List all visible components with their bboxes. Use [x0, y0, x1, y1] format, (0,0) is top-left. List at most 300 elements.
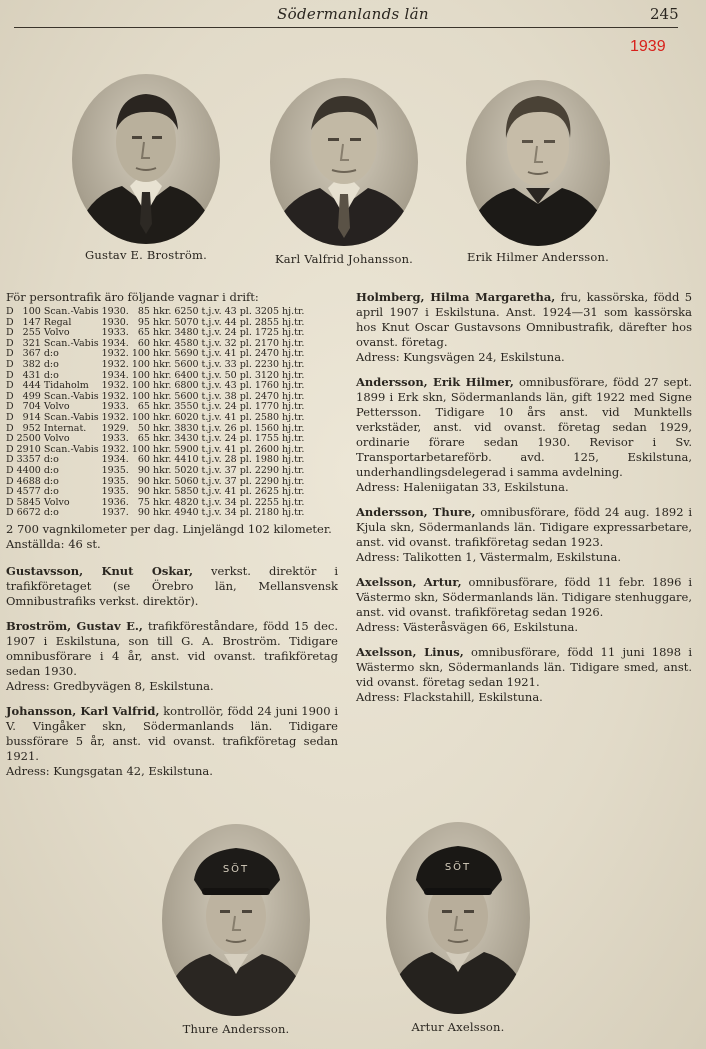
entry-name: Holmberg, Hilma Margaretha,: [356, 290, 556, 304]
vehicle-cell: Volvo: [43, 401, 70, 413]
vehicle-cell: hj.tr.: [282, 496, 305, 508]
vehicle-cell: 65: [137, 327, 150, 339]
entry-address: Adress: Gredbyvägen 8, Eskilstuna.: [6, 678, 214, 693]
entry-address: Adress: Västeråsvägen 66, Eskilstuna.: [356, 620, 578, 634]
entry-address: Adress: Kungsgatan 42, Eskilstuna.: [6, 763, 213, 778]
vehicle-row: [6, 307, 307, 318]
portrait-caption: Gustav E. Broström.: [84, 248, 207, 262]
vehicle-cell: 5600: [174, 390, 199, 402]
entry-holmberg: [356, 290, 692, 365]
vehicle-cell: 2230: [254, 358, 280, 370]
vehicle-cell: pl.: [239, 380, 252, 392]
vehicle-cell: hj.tr.: [282, 401, 305, 413]
vehicle-row: [6, 508, 307, 519]
vehicle-cell: 33: [224, 358, 237, 370]
vehicle-cell: 100: [131, 443, 150, 455]
vehicle-cell: 100: [131, 358, 150, 370]
vehicle-cell: pl.: [239, 337, 252, 349]
vehicle-cell: d:o: [43, 369, 59, 381]
vehicle-cell: 90: [137, 507, 150, 519]
vehicle-cell: hj.tr.: [282, 464, 305, 476]
vehicle-cell: 2180: [254, 507, 280, 519]
vehicle-cell: hkr.: [152, 358, 172, 370]
vehicle-cell: hkr.: [152, 401, 172, 413]
right-column: [356, 290, 692, 715]
portrait-caption: Thure Andersson.: [182, 1022, 290, 1036]
vehicle-cell: 1933.: [101, 433, 129, 445]
entry-name: Andersson, Erik Hilmer,: [356, 375, 514, 389]
vehicle-cell: Tidaholm: [43, 380, 89, 392]
vehicle-cell: 1980: [254, 454, 280, 466]
vehicle-cell: Volvo: [43, 433, 70, 445]
vehicle-cell: 32: [224, 337, 237, 349]
vehicle-cell: 4400: [16, 464, 41, 476]
vehicle-cell: 85: [137, 306, 150, 317]
vehicle-cell: pl.: [239, 464, 252, 476]
vehicle-cell: 4688: [16, 475, 41, 487]
vehicle-cell: D: [6, 422, 14, 434]
vehicle-cell: Scan.-Vabis: [43, 390, 99, 402]
vehicle-cell: hj.tr.: [282, 337, 305, 349]
vehicle-cell: hj.tr.: [282, 369, 305, 381]
vehicle-cell: 1929.: [101, 422, 129, 434]
vehicle-cell: hkr.: [152, 369, 172, 381]
vehicle-cell: 65: [137, 433, 150, 445]
vehicle-cell: D: [6, 380, 14, 392]
vehicle-cell: Internat.: [43, 422, 87, 434]
vehicle-cell: 1932.: [101, 443, 129, 455]
vehicle-cell: 50: [137, 422, 150, 434]
vehicle-cell: d:o: [43, 358, 59, 370]
vehicle-cell: t.j.v.: [201, 496, 222, 508]
entry-johansson: [6, 704, 338, 779]
vehicle-cell: 43: [224, 380, 237, 392]
vehicle-cell: 100: [131, 390, 150, 402]
portrait-photo: [162, 824, 310, 1016]
vehicle-cell: 90: [137, 486, 150, 498]
entry-text: omnibusförare, född 24 aug. 1892 i Kjula skn, Södermanlands län. Tidigare expressarbetare, anst. vid ovanst. trafikföretag sedan 1923.: [356, 505, 692, 549]
vehicle-cell: D: [6, 411, 14, 423]
entry-text: verkst. direktör i trafikföretaget (se Örebro län, Mellansvensk Omnibustrafiks verkst. direktör).: [6, 563, 339, 608]
vehicle-cell: 34: [224, 507, 237, 519]
vehicle-cell: hj.tr.: [282, 433, 305, 445]
vehicle-row: [6, 413, 307, 424]
vehicle-cell: 41: [224, 348, 237, 360]
vehicle-cell: 1932.: [101, 348, 129, 360]
vehicle-cell: t.j.v.: [201, 486, 222, 498]
vehicle-cell: hj.tr.: [282, 422, 305, 434]
vehicle-cell: 60: [137, 337, 150, 349]
entry-gustavsson: [6, 564, 338, 609]
vehicle-cell: 255: [22, 327, 41, 339]
vehicle-cell: Scan.-Vabis: [43, 337, 99, 349]
vehicle-cell: pl.: [239, 443, 252, 455]
vehicle-cell: t.j.v.: [201, 443, 222, 455]
vehicle-cell: hj.tr.: [282, 475, 305, 487]
vehicle-cell: 1935.: [101, 475, 129, 487]
vehicle-cell: 6250: [174, 306, 199, 317]
vehicle-cell: hkr.: [152, 380, 172, 392]
vehicle-cell: hkr.: [152, 475, 172, 487]
vehicle-cell: 6800: [174, 380, 199, 392]
vehicle-cell: t.j.v.: [201, 380, 222, 392]
entry-name: Johansson, Karl Valfrid,: [6, 703, 160, 718]
entry-text: omnibusförare, född 27 sept. 1899 i Erk skn, Södermanlands län, gift 1922 med Signe Pettersson. Tidigare 10 års anst. vid Munktells verkstäder, anst. vid ovanst. företag sedan 1929, ordinarie förare sedan 1930. Revisor i Sv. Transportarbetareförb. avd. 125, Eskilstuna, underhandlingsdelegerad i samma avdelning.: [356, 375, 692, 479]
vehicle-cell: pl.: [239, 496, 252, 508]
vehicle-cell: 321: [22, 337, 41, 349]
portrait-erik-hilmer-andersson: [466, 80, 610, 264]
entry-erik-andersson: [356, 375, 692, 495]
vehicle-cell: 100: [22, 306, 41, 317]
vehicle-cell: D: [6, 369, 14, 381]
vehicle-cell: hkr.: [152, 337, 172, 349]
vehicle-cell: 3830: [174, 422, 199, 434]
vehicle-cell: 2855: [254, 316, 280, 328]
vehicle-cell: 2500: [16, 433, 41, 445]
vehicle-cell: 5845: [16, 496, 41, 508]
vehicle-cell: 1934.: [101, 454, 129, 466]
vehicle-cell: 2290: [254, 475, 280, 487]
vehicle-cell: pl.: [239, 306, 252, 317]
entry-text: trafikföreståndare, född 15 dec. 1907 i Eskilstuna, son till G. A. Broström. Tidigare omnibusförare i 4 år, anst. vid ovanst. trafikföretag sedan 1930.: [6, 618, 339, 678]
vehicle-cell: d:o: [43, 507, 59, 519]
vehicle-cell: 6672: [16, 507, 41, 519]
vehicle-cell: 3480: [174, 327, 199, 339]
vehicle-cell: 75: [137, 496, 150, 508]
vehicle-cell: D: [6, 464, 14, 476]
vehicle-cell: 2470: [254, 390, 280, 402]
vehicle-cell: 4580: [174, 337, 199, 349]
vehicle-cell: t.j.v.: [201, 422, 222, 434]
vehicle-cell: pl.: [239, 422, 252, 434]
vehicle-cell: t.j.v.: [201, 327, 222, 339]
vehicle-cell: d:o: [43, 348, 59, 360]
vehicle-cell: t.j.v.: [201, 411, 222, 423]
vehicle-cell: 1932.: [101, 380, 129, 392]
vehicle-cell: 100: [131, 348, 150, 360]
vehicle-cell: 2170: [254, 337, 280, 349]
portrait-thure-andersson: [162, 824, 310, 1036]
vehicle-cell: 37: [224, 475, 237, 487]
vehicle-cell: D: [6, 475, 14, 487]
entry-name: Gustavsson, Knut Oskar,: [6, 563, 193, 578]
vehicle-cell: 65: [137, 401, 150, 413]
vehicle-cell: pl.: [239, 475, 252, 487]
vehicle-cell: D: [6, 507, 14, 519]
vehicle-cell: pl.: [239, 316, 252, 328]
vehicle-cell: t.j.v.: [201, 464, 222, 476]
entry-name: Axelsson, Artur,: [356, 575, 462, 589]
vehicle-cell: 914: [22, 411, 41, 423]
vehicle-cell: 41: [224, 443, 237, 455]
vehicle-cell: 1932.: [101, 390, 129, 402]
vehicle-cell: D: [6, 496, 14, 508]
vehicle-cell: hkr.: [152, 443, 172, 455]
vehicle-cell: 1755: [254, 433, 280, 445]
vehicle-cell: pl.: [239, 348, 252, 360]
vehicle-cell: D: [6, 401, 14, 413]
vehicle-cell: 4820: [174, 496, 199, 508]
page-number: 245: [650, 5, 679, 23]
vehicle-cell: hkr.: [152, 316, 172, 328]
vehicle-cell: 367: [22, 348, 41, 360]
vehicle-cell: hj.tr.: [282, 306, 305, 317]
vehicle-cell: 4410: [174, 454, 199, 466]
vehicle-cell: pl.: [239, 433, 252, 445]
left-column: [6, 290, 338, 789]
vehicle-cell: 100: [131, 411, 150, 423]
vehicle-cell: pl.: [239, 390, 252, 402]
entry-address: Adress: Talikotten 1, Västermalm, Eskilstuna.: [356, 550, 621, 564]
vehicle-cell: 4940: [174, 507, 199, 519]
vehicle-cell: d:o: [43, 475, 59, 487]
vehicle-cell: D: [6, 306, 14, 317]
vehicle-cell: pl.: [239, 454, 252, 466]
vehicle-cell: 2580: [254, 411, 280, 423]
entry-name: Broström, Gustav E.,: [6, 618, 143, 633]
vehicle-cell: 2255: [254, 496, 280, 508]
vehicle-cell: hkr.: [152, 422, 172, 434]
fleet-intro: För persontrafik äro följande vagnar i drift:: [6, 290, 259, 304]
vehicle-cell: t.j.v.: [201, 306, 222, 317]
vehicle-cell: D: [6, 433, 14, 445]
vehicle-cell: 1933.: [101, 327, 129, 339]
entry-address: Adress: Haleniigatan 33, Eskilstuna.: [356, 480, 569, 494]
portrait-caption: Artur Axelsson.: [411, 1020, 505, 1034]
vehicle-cell: Volvo: [43, 496, 70, 508]
vehicle-table: [6, 307, 307, 519]
running-header: Södermanlands län: [277, 5, 429, 23]
vehicle-cell: hj.tr.: [282, 327, 305, 339]
vehicle-cell: t.j.v.: [201, 390, 222, 402]
vehicle-cell: t.j.v.: [201, 316, 222, 328]
entry-name: Andersson, Thure,: [356, 505, 476, 519]
vehicle-cell: hj.tr.: [282, 411, 305, 423]
entry-text: kontrollör, född 24 juni 1900 i V. Vingåker skn, Södermanlands län. Tidigare bussförare 5 år, anst. vid ovanst. trafikföretag sedan 1921.: [6, 703, 338, 763]
cap-badge: SÖT: [222, 864, 250, 875]
vehicle-cell: 6400: [174, 369, 199, 381]
vehicle-cell: 3430: [174, 433, 199, 445]
vehicle-cell: t.j.v.: [201, 454, 222, 466]
vehicle-cell: d:o: [43, 454, 59, 466]
portrait-karl-valfrid-johansson: [270, 78, 418, 266]
vehicle-cell: hkr.: [152, 327, 172, 339]
vehicle-cell: 1936.: [101, 496, 129, 508]
vehicle-cell: 6020: [174, 411, 199, 423]
vehicle-cell: 382: [22, 358, 41, 370]
vehicle-cell: D: [6, 454, 14, 466]
vehicle-cell: Scan.-Vabis: [43, 306, 99, 317]
vehicle-cell: hkr.: [152, 433, 172, 445]
portrait-photo: [270, 78, 418, 246]
vehicle-cell: 2470: [254, 348, 280, 360]
vehicle-cell: t.j.v.: [201, 507, 222, 519]
vehicle-cell: Scan.-Vabis: [43, 411, 99, 423]
vehicle-cell: 24: [224, 401, 237, 413]
vehicle-cell: pl.: [239, 507, 252, 519]
vehicle-cell: 704: [22, 401, 41, 413]
vehicle-cell: 95: [137, 316, 150, 328]
vehicle-cell: hj.tr.: [282, 348, 305, 360]
vehicle-cell: 5850: [174, 486, 199, 498]
vehicle-cell: 499: [22, 390, 41, 402]
vehicle-cell: D: [6, 486, 14, 498]
vehicle-cell: 5020: [174, 464, 199, 476]
vehicle-cell: hj.tr.: [282, 507, 305, 519]
vehicle-cell: 2625: [254, 486, 280, 498]
vehicle-cell: t.j.v.: [201, 433, 222, 445]
vehicle-cell: 50: [224, 369, 237, 381]
vehicle-cell: hkr.: [152, 454, 172, 466]
vehicle-row: [6, 360, 307, 371]
vehicle-cell: 431: [22, 369, 41, 381]
vehicle-cell: 1937.: [101, 507, 129, 519]
vehicle-cell: 1935.: [101, 486, 129, 498]
vehicle-cell: hkr.: [152, 411, 172, 423]
entry-linus-axelsson: [356, 645, 692, 705]
vehicle-cell: 3205: [254, 306, 280, 317]
cap-badge: SÖT: [444, 862, 472, 873]
vehicle-cell: 5900: [174, 443, 199, 455]
vehicle-cell: 100: [131, 380, 150, 392]
vehicle-cell: 26: [224, 422, 237, 434]
vehicle-cell: 34: [224, 496, 237, 508]
vehicle-cell: hj.tr.: [282, 454, 305, 466]
vehicle-cell: hj.tr.: [282, 316, 305, 328]
vehicle-cell: hj.tr.: [282, 358, 305, 370]
vehicle-cell: hkr.: [152, 306, 172, 317]
vehicle-cell: 28: [224, 454, 237, 466]
vehicle-cell: pl.: [239, 327, 252, 339]
vehicle-cell: hkr.: [152, 464, 172, 476]
vehicle-cell: 3120: [254, 369, 280, 381]
vehicle-cell: 43: [224, 306, 237, 317]
vehicle-cell: 1934.: [101, 337, 129, 349]
vehicle-cell: D: [6, 443, 14, 455]
vehicle-cell: pl.: [239, 411, 252, 423]
vehicle-cell: hkr.: [152, 390, 172, 402]
vehicle-cell: 3357: [16, 454, 41, 466]
vehicle-cell: D: [6, 358, 14, 370]
vehicle-cell: 5060: [174, 475, 199, 487]
vehicle-cell: 147: [22, 316, 41, 328]
entry-address: Adress: Kungsvägen 24, Eskilstuna.: [356, 350, 565, 364]
vehicle-cell: D: [6, 316, 14, 328]
vehicle-cell: hkr.: [152, 496, 172, 508]
entry-artur-axelsson: [356, 575, 692, 635]
vehicle-cell: D: [6, 390, 14, 402]
vehicle-cell: 90: [137, 475, 150, 487]
entry-thure-andersson: [356, 505, 692, 565]
vehicle-cell: 100: [131, 369, 150, 381]
vehicle-cell: hj.tr.: [282, 390, 305, 402]
portrait-caption: Karl Valfrid Johansson.: [274, 252, 414, 266]
entry-text: omnibusförare, född 11 juni 1898 i Wästermo skn, Södermanlands län. Tidigare smed, anst. vid ovanst. företag sedan 1921.: [356, 645, 693, 689]
vehicle-cell: 1770: [254, 401, 280, 413]
vehicle-cell: pl.: [239, 358, 252, 370]
vehicle-cell: 41: [224, 411, 237, 423]
vehicle-cell: 41: [224, 486, 237, 498]
vehicle-cell: 1725: [254, 327, 280, 339]
vehicle-cell: 1934.: [101, 369, 129, 381]
entry-address: Adress: Flackstahill, Eskilstuna.: [356, 690, 543, 704]
entry-text: omnibusförare, född 11 febr. 1896 i Västermo skn, Södermanlands län. Tidigare stenhuggare, anst. vid ovanst. trafikföretag sedan 1926.: [356, 575, 692, 619]
vehicle-cell: hkr.: [152, 486, 172, 498]
vehicle-cell: Scan.-Vabis: [43, 443, 99, 455]
vehicle-cell: t.j.v.: [201, 369, 222, 381]
year-annotation: 1939: [630, 38, 666, 55]
vehicle-cell: 1932.: [101, 411, 129, 423]
vehicle-cell: 952: [22, 422, 41, 434]
portrait-photo: [386, 822, 530, 1014]
vehicle-cell: 24: [224, 327, 237, 339]
vehicle-cell: d:o: [43, 464, 59, 476]
vehicle-cell: 3550: [174, 401, 199, 413]
vehicle-cell: 1560: [254, 422, 280, 434]
fleet-staff-text: Anställda: 46 st.: [6, 536, 101, 551]
vehicle-cell: hkr.: [152, 348, 172, 360]
portrait-gustav-brostrom: [72, 74, 220, 262]
vehicle-cell: 2600: [254, 443, 280, 455]
vehicle-cell: 1930.: [101, 316, 129, 328]
vehicle-cell: 37: [224, 464, 237, 476]
vehicle-cell: t.j.v.: [201, 337, 222, 349]
fleet-km-text: 2 700 vagnkilometer per dag. Linjelängd 102 kilometer.: [6, 521, 332, 536]
vehicle-cell: 1935.: [101, 464, 129, 476]
vehicle-cell: 60: [137, 454, 150, 466]
vehicle-cell: 2910: [16, 443, 41, 455]
vehicle-cell: t.j.v.: [201, 348, 222, 360]
portrait-caption: Erik Hilmer Andersson.: [466, 250, 609, 264]
vehicle-cell: hkr.: [152, 507, 172, 519]
portrait-photo: [466, 80, 610, 246]
vehicle-cell: d:o: [43, 486, 59, 498]
vehicle-cell: t.j.v.: [201, 401, 222, 413]
vehicle-cell: 5690: [174, 348, 199, 360]
vehicle-cell: D: [6, 348, 14, 360]
vehicle-cell: 38: [224, 390, 237, 402]
entry-text: fru, kassörska, född 5 april 1907 i Eskilstuna. Anst. 1924—31 som kassörska hos Knut Oscar Gustavsons Omnibustrafik, därefter hos ovanst. företag.: [356, 290, 693, 349]
vehicle-cell: hj.tr.: [282, 486, 305, 498]
vehicle-cell: Volvo: [43, 327, 70, 339]
vehicle-cell: 444: [22, 380, 41, 392]
entry-brostrom: [6, 619, 338, 694]
vehicle-cell: 5600: [174, 358, 199, 370]
vehicle-cell: 5070: [174, 316, 199, 328]
vehicle-cell: 1932.: [101, 358, 129, 370]
vehicle-cell: pl.: [239, 369, 252, 381]
vehicle-cell: 1930.: [101, 306, 129, 317]
vehicle-cell: 1933.: [101, 401, 129, 413]
portrait-artur-axelsson: [386, 822, 530, 1034]
vehicle-cell: D: [6, 327, 14, 339]
vehicle-cell: 44: [224, 316, 237, 328]
header-rule: [14, 27, 678, 28]
vehicle-cell: pl.: [239, 486, 252, 498]
vehicle-cell: t.j.v.: [201, 475, 222, 487]
vehicle-cell: 1760: [254, 380, 280, 392]
vehicle-cell: hj.tr.: [282, 443, 305, 455]
portrait-photo: [72, 74, 220, 244]
vehicle-cell: D: [6, 337, 14, 349]
vehicle-cell: Regal: [43, 316, 72, 328]
entry-name: Axelsson, Linus,: [356, 645, 464, 659]
vehicle-cell: 2290: [254, 464, 280, 476]
vehicle-cell: pl.: [239, 401, 252, 413]
vehicle-cell: t.j.v.: [201, 358, 222, 370]
vehicle-cell: 4577: [16, 486, 41, 498]
vehicle-cell: 24: [224, 433, 237, 445]
